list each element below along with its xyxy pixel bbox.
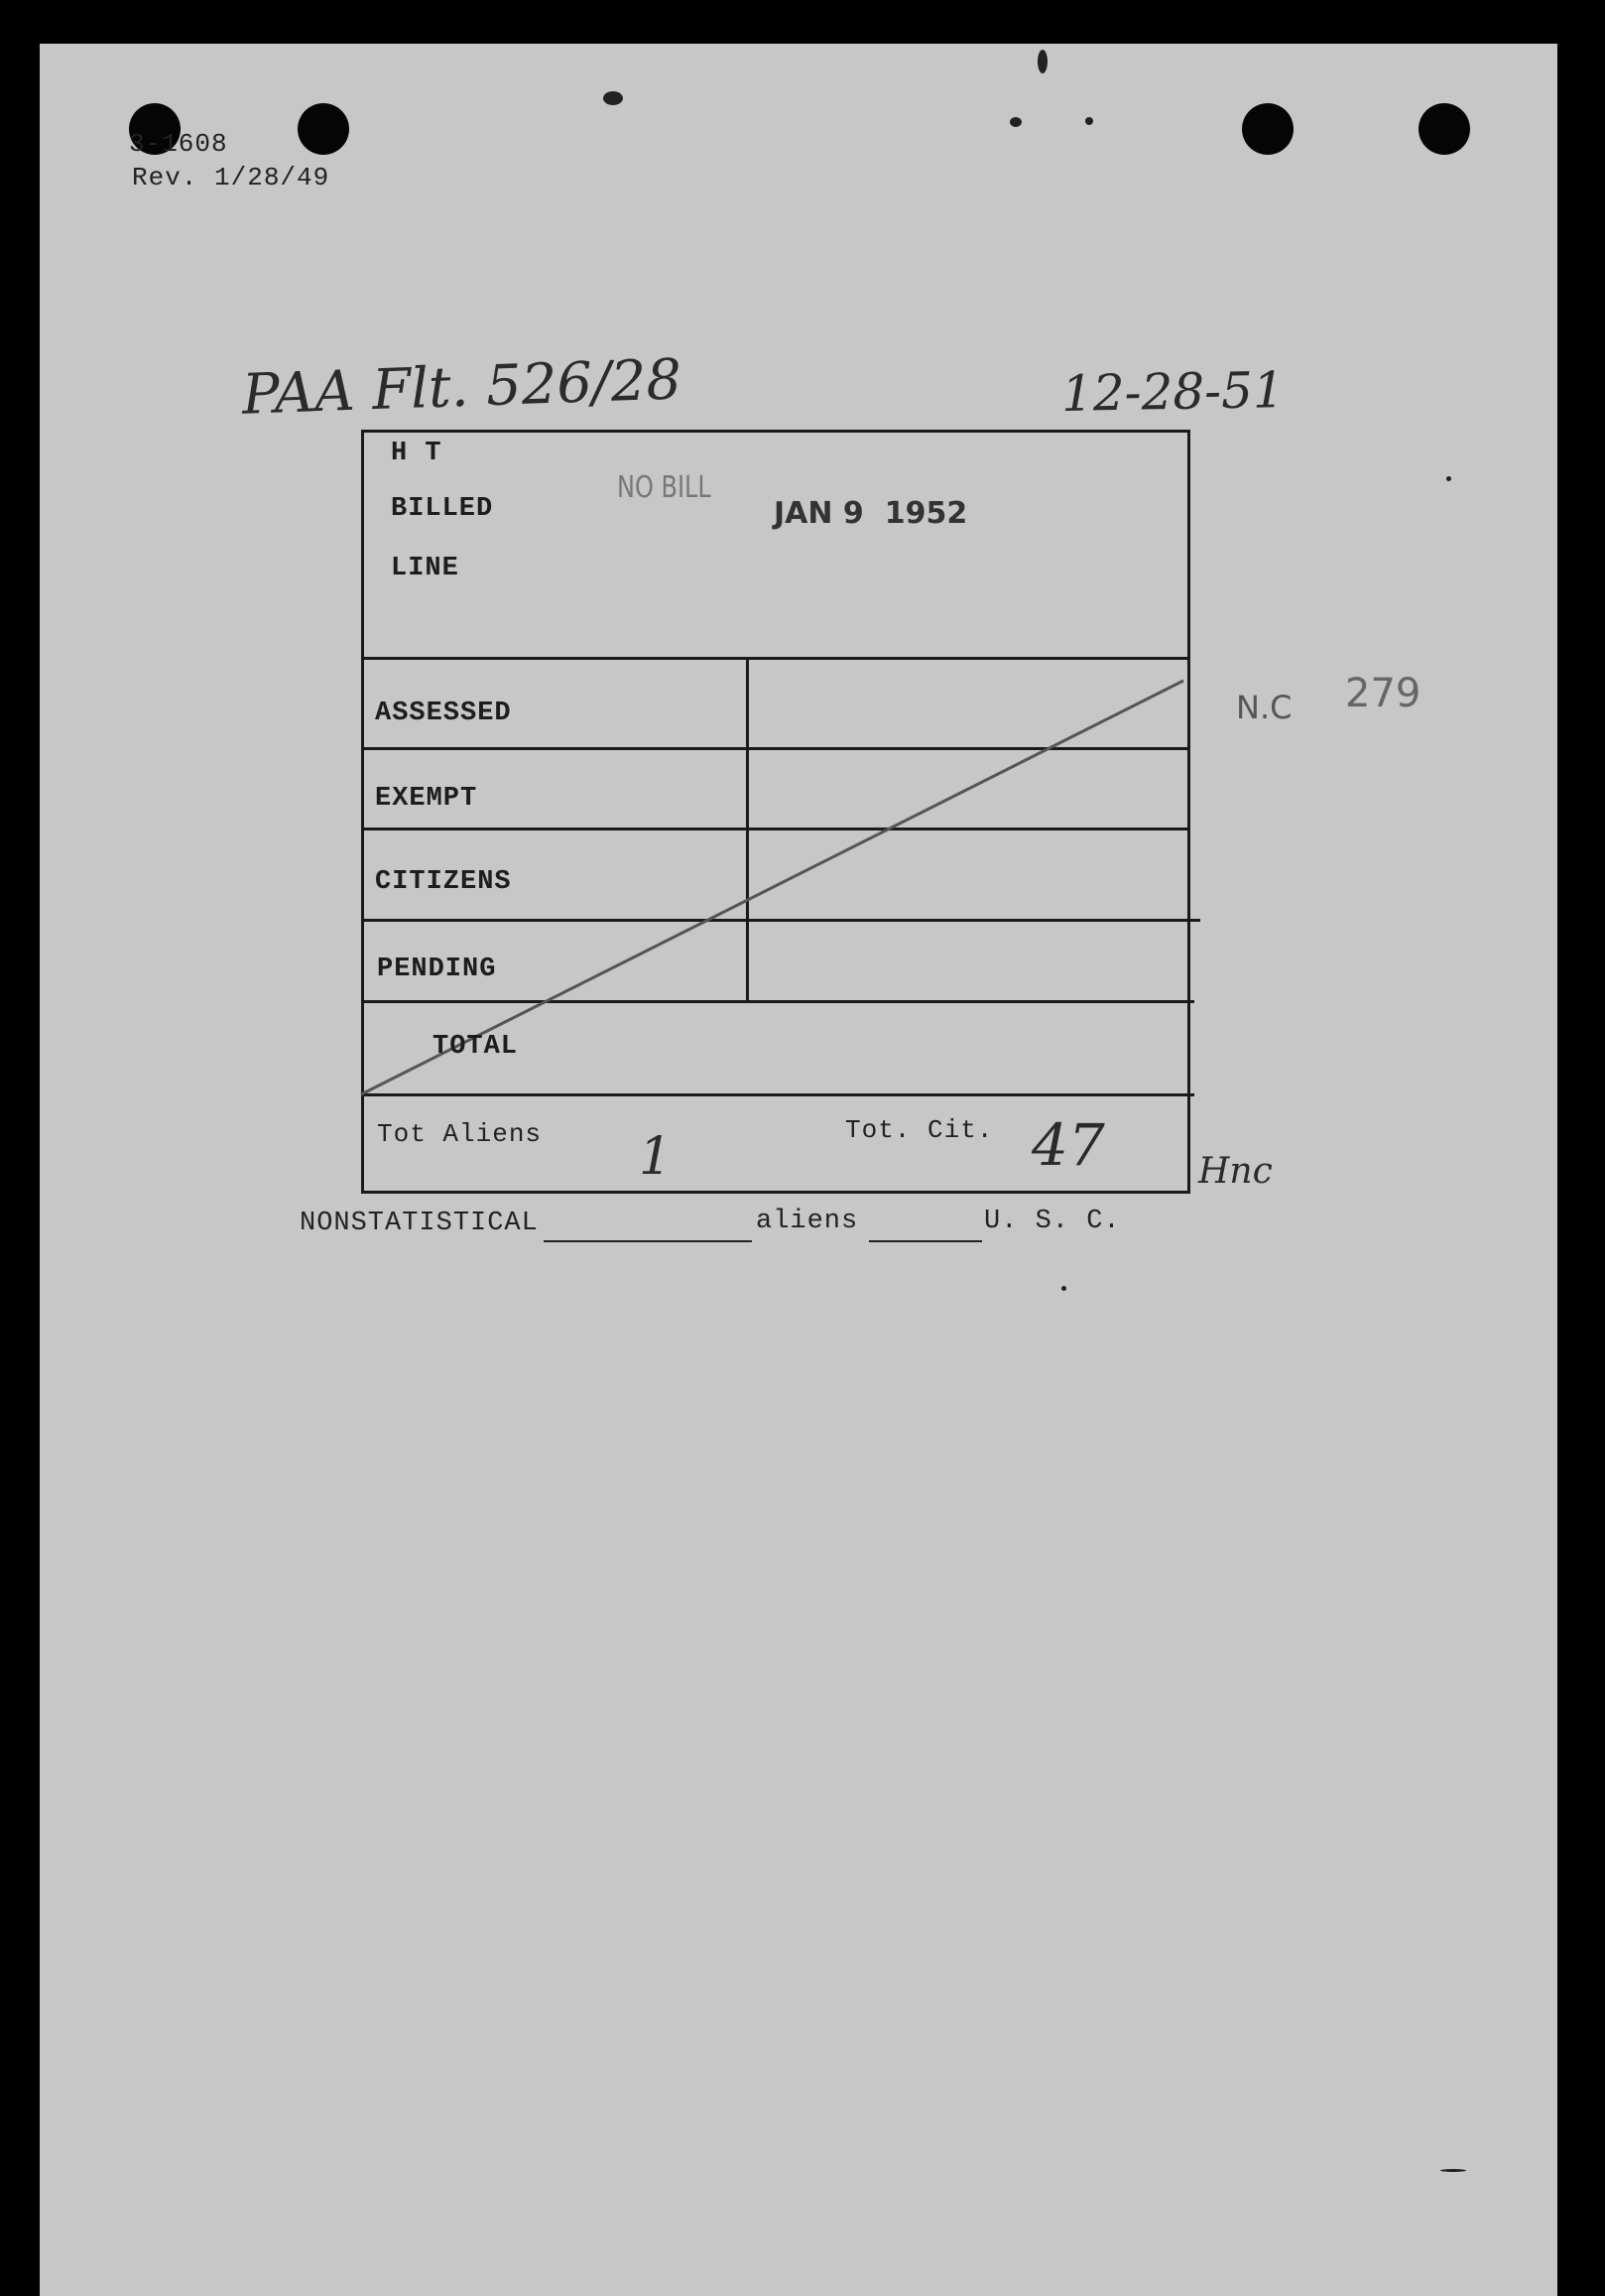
tot-aliens-label: Tot Aliens — [377, 1119, 543, 1149]
tot-aliens-value: 1 — [639, 1127, 673, 1187]
flight-number: PAA Flt. 526/28 — [241, 347, 683, 428]
header-line-line: LINE — [391, 554, 459, 583]
ink-speck — [1061, 1286, 1066, 1291]
tot-cit-value: 47 — [1032, 1111, 1105, 1179]
row-label-pending: PENDING — [377, 955, 497, 984]
arrival-date: 12-28-51 — [1060, 361, 1286, 423]
row-label-assessed: ASSESSED — [375, 699, 512, 728]
nonstatistical-label: NONSTATISTICAL — [300, 1209, 539, 1238]
header-line-billed: BILLED — [391, 494, 494, 524]
stamp-prefix: N.C — [1236, 689, 1293, 726]
aliens-label: aliens — [756, 1207, 859, 1236]
aliens-blank — [869, 1240, 982, 1242]
no-bill-stamp: NO BILL — [617, 470, 711, 505]
row-label-citizens: CITIZENS — [375, 867, 512, 897]
nonstatistical-blank — [544, 1240, 752, 1242]
ink-speck — [1446, 476, 1451, 481]
row-label-total: TOTAL — [432, 1032, 519, 1062]
tot-cit-label: Tot. Cit. — [845, 1115, 994, 1145]
usc-label: U. S. C. — [984, 1207, 1121, 1236]
stamp-number: 279 — [1345, 671, 1421, 716]
initials: Hnc — [1198, 1151, 1273, 1192]
form-revision: Rev. 1/28/49 — [132, 163, 330, 192]
form-number: 3-1608 — [129, 129, 228, 159]
received-date-stamp: JAN 9 1952 — [774, 496, 968, 531]
row-label-exempt: EXEMPT — [375, 784, 478, 814]
header-line-ht: H T — [391, 439, 442, 468]
ink-speck — [1440, 2169, 1466, 2172]
